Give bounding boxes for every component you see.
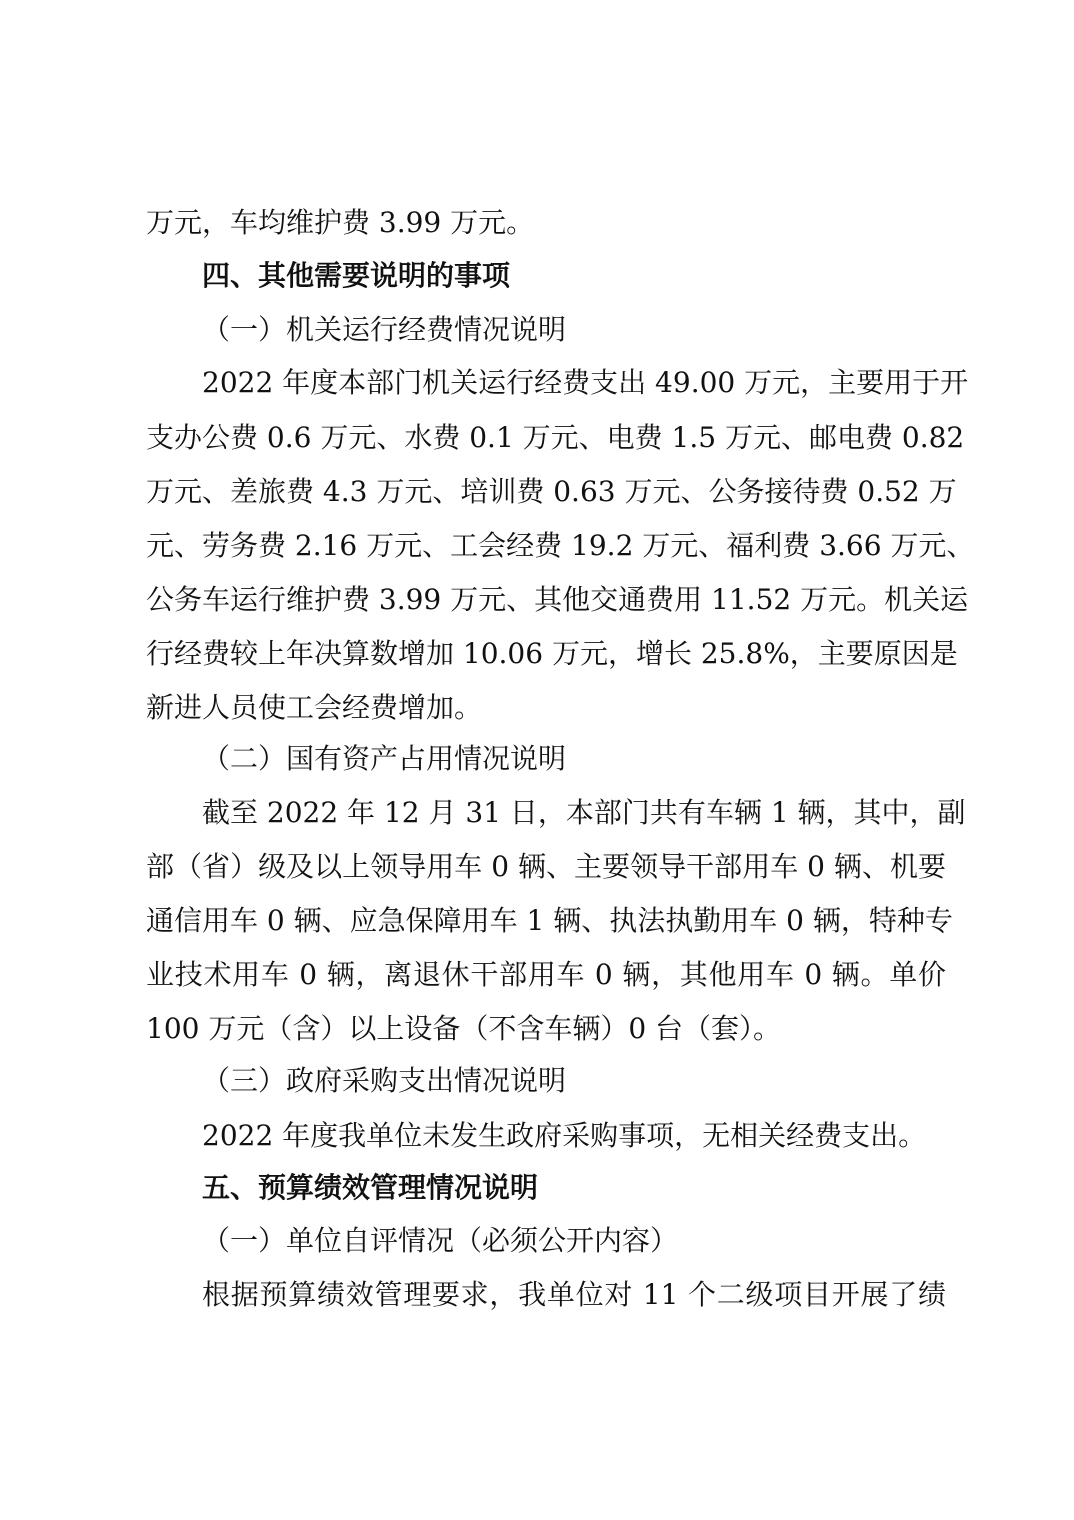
section-heading: 五、预算绩效管理情况说明 [202,1171,539,1204]
section-heading: 四、其他需要说明的事项 [202,259,511,292]
paragraph-line: 2022 年度本部门机关运行经费支出 49.00 万元，主要用于开 [202,366,969,399]
paragraph-line: 业技术用车 0 辆，离退休干部用车 0 辆，其他用车 0 辆。单价 [146,958,946,991]
paragraph-line: 部（省）级及以上领导用车 0 辆、主要领导干部用车 0 辆、机要 [146,850,946,883]
paragraph-line: 通信用车 0 辆、应急保障用车 1 辆、执法执勤用车 0 辆，特种专 [146,904,953,937]
paragraph-line: 万元，车均维护费 3.99 万元。 [146,206,535,239]
subsection-heading: （三）政府采购支出情况说明 [202,1064,567,1097]
paragraph-line: 截至 2022 年 12 月 31 日，本部门共有车辆 1 辆，其中，副 [202,796,966,829]
paragraph-line: 2022 年度我单位未发生政府采购事项，无相关经费支出。 [202,1119,927,1152]
paragraph-line: 100 万元（含）以上设备（不含车辆）0 台（套）。 [146,1012,782,1045]
paragraph-line: 根据预算绩效管理要求，我单位对 11 个二级项目开展了绩 [202,1278,946,1311]
paragraph-line: 万元、差旅费 4.3 万元、培训费 0.63 万元、公务接待费 0.52 万 [146,475,957,508]
subsection-heading: （一）机关运行经费情况说明 [202,313,567,346]
paragraph-line: 公务车运行维护费 3.99 万元、其他交通费用 11.52 万元。机关运 [146,583,969,616]
paragraph-line: 支办公费 0.6 万元、水费 0.1 万元、电费 1.5 万元、邮电费 0.82 [146,421,965,454]
subsection-heading: （二）国有资产占用情况说明 [202,742,567,775]
paragraph-line: 新进人员使工会经费增加。 [146,691,483,724]
paragraph-line: 元、劳务费 2.16 万元、工会经费 19.2 万元、福利费 3.66 万元、 [146,529,975,562]
paragraph-line: 行经费较上年决算数增加 10.06 万元，增长 25.8%，主要原因是 [146,637,958,670]
subsection-heading: （一）单位自评情况（必须公开内容） [202,1224,679,1257]
